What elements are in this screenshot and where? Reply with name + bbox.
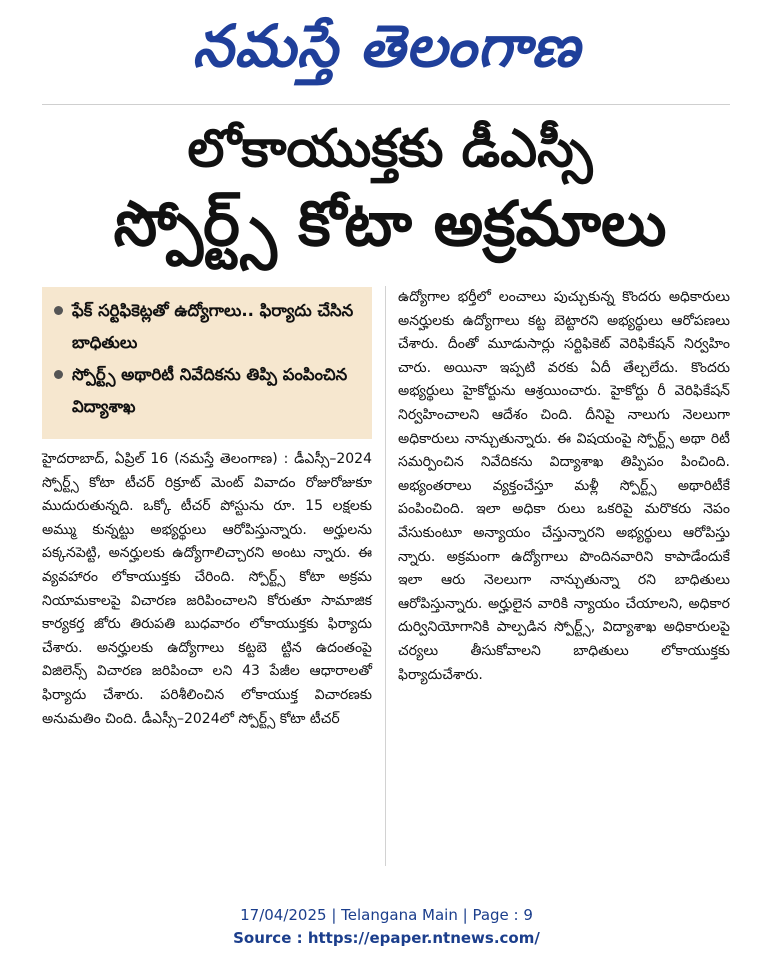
highlight-item bbox=[52, 359, 364, 423]
masthead bbox=[0, 0, 773, 100]
highlight-item bbox=[52, 295, 364, 359]
article-body-right-column: ఉద్యోగాల భర్తీలో లంచాలు పుచ్చుకున్న కొందరు అధికారులు అనర్హులకు ఉద్యోగాలు కట్ట బెట్టారని అభ్యర్థులు ఆరోపణలు చేశారు. దీంతో మూడుసార్లు సర్టిఫికెట్ వెరిఫికేషన్ నిర్వహిం చారు. అయినా ఇప్పటి వరకు ఏదీ తేల్చలేదు. కొందరు అభ్యర్థులు హైకోర్టును ఆశ్రయించారు. హైకోర్టు రీ వెరిఫికేషన్ నిర్వహించాలని ఆదేశం చింది. దీనిపై నాలుగు నెలలుగా అధికారులు నాన్చుతున్నారు. ఈ విషయంపై స్పోర్ట్స్ అథా రిటీ సమర్పించిన నివేదికను విద్యాశాఖ తిప్పిపం పించింది. అభ్యంతరాలు వ్యక్తంచేస్తూ మళ్లీ స్పోర్ట్స్ అథారిటీకే పంపించింది. ఇలా అధికా రులు ఒకరిపై మరొకరు నెపం వేసుకుంటూ అన్యాయం చేస్తున్నారని అభ్యర్థులు ఆరోపిస్తు న్నారు. అక్రమంగా ఉద్యోగాలు పొందినవారిని కాపాడేందుకే ఇలా ఆరు నెలలుగా నాన్చుతున్నా రని బాధితులు ఆరోపిస్తున్నారు. అర్హులైన వారికి న్యాయం చేయాలని, అధికార దుర్వినియోగానికి పాల్పడిన స్పోర్ట్స్, విద్యాశాఖ అధికారులపై చర్యలు తీసుకోవాలని బాధితులు లోకాయుక్తకు ఫిర్యాదుచేశారు. bbox=[398, 289, 730, 683]
bullet-icon bbox=[54, 306, 63, 315]
edition-info: 17/04/2025 | Telangana Main | Page : 9 bbox=[240, 906, 533, 924]
highlights-box bbox=[42, 287, 372, 439]
column-divider bbox=[385, 286, 386, 866]
masthead-divider bbox=[42, 104, 730, 105]
headline-line-1: లోకాయుక్తకు డీఎస్సీ bbox=[187, 119, 593, 179]
article-body-left-column: హైదరాబాద్, ఏప్రిల్ 16 (నమస్తే తెలంగాణ) : డీఎస్సీ–2024 స్పోర్ట్స్ కోటా టీచర్ రిక్రూట్ మెంట్ వివాదం రోజురోజుకూ ముదురుతున్నది. ఒక్కో టీచర్ పోస్టును రూ. 15 లక్షలకు అమ్ము కున్నట్టు అభ్యర్థులు ఆరోపిస్తున్నారు. అర్హులను పక్కనపెట్టి, అనర్హులకు ఉద్యోగాలిచ్చారని అంటు న్నారు. ఈ వ్యవహారం లోకాయుక్తకు చేరింది. స్పోర్ట్స్ కోటా అక్రమ నియామకాలపై విచారణ జరిపించాలని కోరుతూ సామాజిక కార్యకర్త జోరు తిరుపతి బుధవారం లోకాయుక్తకు ఫిర్యాదు చేశారు. అనర్హులకు ఉద్యోగాలు కట్టబె ట్టిన ఉదంతంపై విజిలెన్స్ విచారణ జరిపించా లని 43 పేజీల ఆధారాలతో ఫిర్యాదు చేశారు. పరిశీలించిన లోకాయుక్త విచారణకు అనుమతిం చింది. డీఎస్సీ–2024లో స్పోర్ట్స్ కోటా టీచర్ bbox=[42, 451, 372, 727]
bullet-icon bbox=[54, 370, 63, 379]
highlight-text: స్పోర్ట్స్ అథారిటీ నివేదికను తిప్పి పంపించిన విద్యాశాఖ bbox=[72, 365, 348, 416]
source-line: Source : https://epaper.ntnews.com/ bbox=[233, 929, 540, 947]
page-footer bbox=[0, 904, 773, 950]
article-headline bbox=[40, 115, 740, 265]
highlight-text: ఫేక్ సర్టిఫికెట్లతో ఉద్యోగాలు.. ఫిర్యాదు చేసిన బాధితులు bbox=[72, 301, 354, 352]
headline-line-2: స్పోర్ట్స్ కోటా అక్రమాలు bbox=[113, 187, 667, 260]
newspaper-logo: నమస్తే తెలంగాణ bbox=[192, 12, 581, 80]
